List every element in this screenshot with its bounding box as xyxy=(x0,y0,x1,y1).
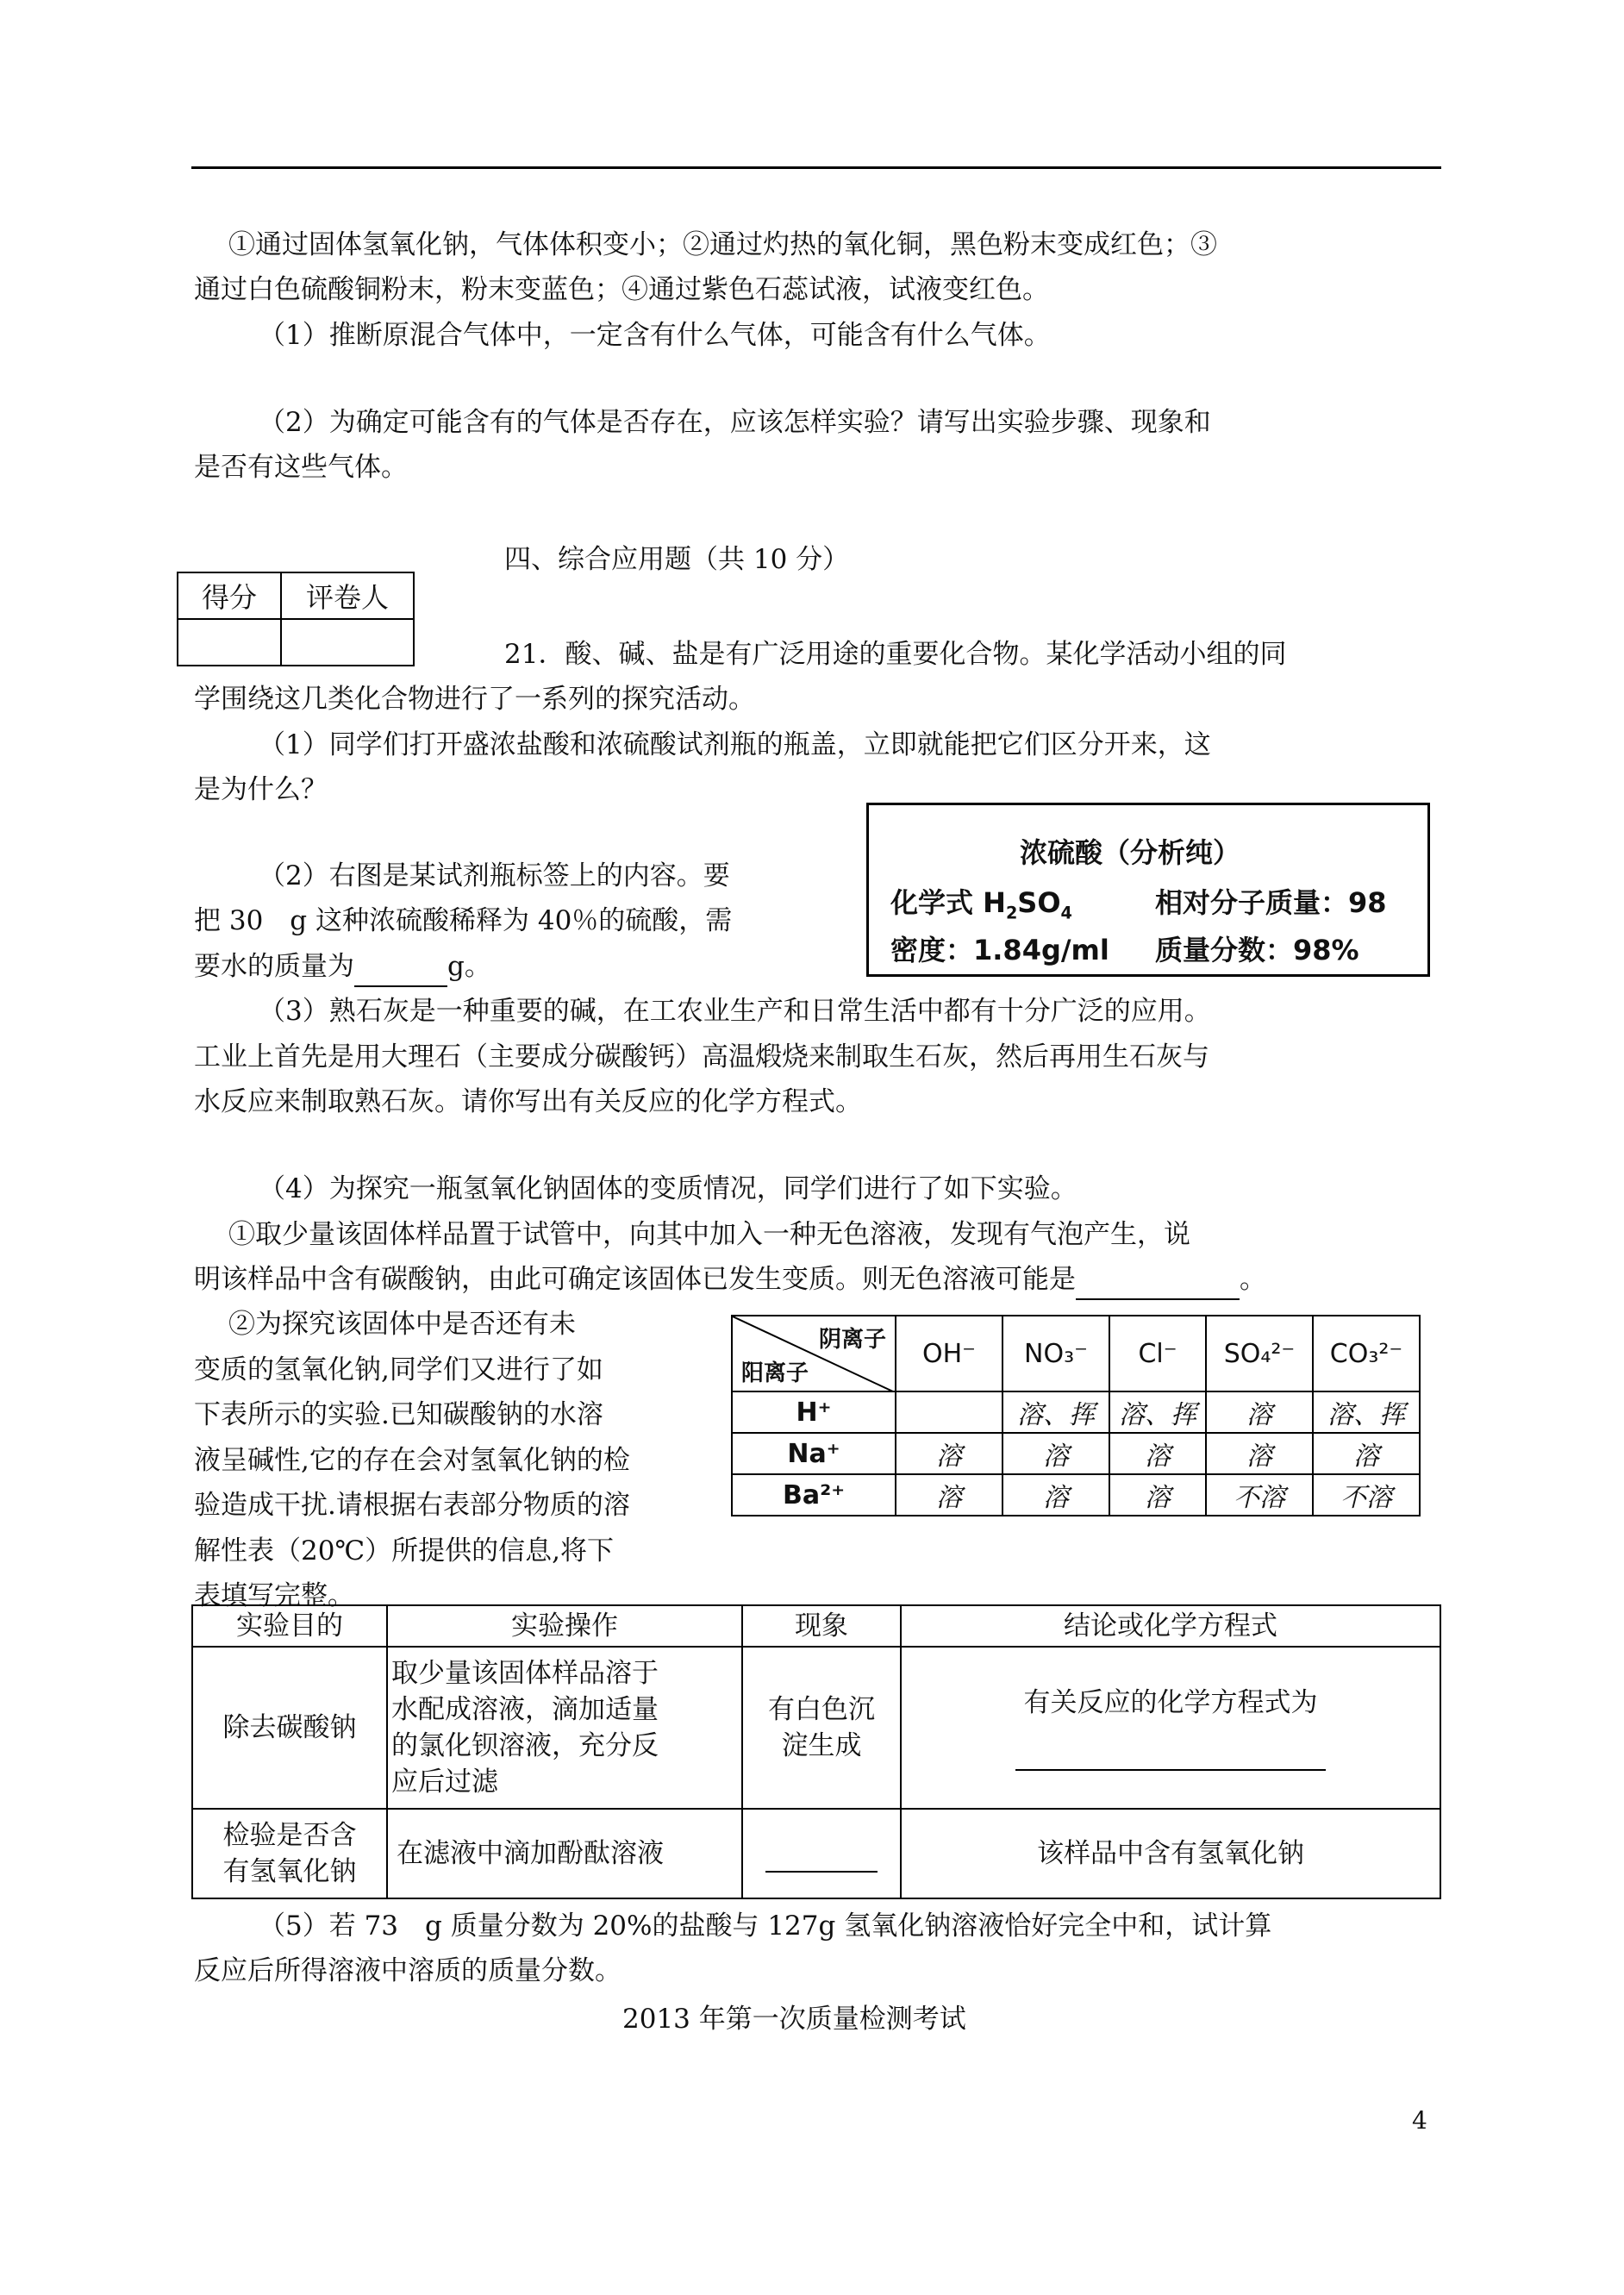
page-number: 4 xyxy=(1412,2106,1427,2135)
text-line: （4）为探究一瓶氢氧化钠固体的变质情况，同学们进行了如下实验。 xyxy=(259,1173,1077,1204)
text-line: 把 30 g 这种浓硫酸稀释为 40％的硫酸，需 xyxy=(194,905,733,936)
text-line: （1）推断原混合气体中，一定含有什么气体，可能含有什么气体。 xyxy=(259,320,1051,351)
anion-cl: Cl⁻ xyxy=(1109,1316,1206,1391)
text-line: 是为什么？ xyxy=(194,774,328,805)
text-line: 变质的氢氧化钠,同学们又进行了如 xyxy=(194,1354,603,1385)
text-line: 反应后所得溶液中溶质的质量分数。 xyxy=(194,1955,621,1986)
col-header: 现象 xyxy=(742,1605,901,1647)
text-line: 学围绕这几类化合物进行了一系列的探究活动。 xyxy=(194,684,755,715)
score-header: 得分 xyxy=(178,572,281,619)
anion-no3: NO₃⁻ xyxy=(1003,1316,1109,1391)
anion-so4: SO₄²⁻ xyxy=(1206,1316,1313,1391)
sol-cell: 溶 xyxy=(1109,1433,1206,1474)
solubility-table xyxy=(731,1315,1421,1516)
sol-cell: 不溶 xyxy=(1206,1474,1313,1516)
score-cell[interactable] xyxy=(178,619,281,666)
corner-cell xyxy=(732,1316,896,1391)
text-line: ②为探究该固体中是否还有未 xyxy=(228,1309,576,1340)
operation-cell: 取少量该固体样品溶于 水配成溶液，滴加适量 的氯化钡溶液，充分反 应后过滤 xyxy=(387,1647,742,1809)
anion-co3: CO₃²⁻ xyxy=(1313,1316,1420,1391)
sol-cell xyxy=(896,1391,1003,1433)
phenomenon-blank[interactable] xyxy=(765,1835,878,1873)
sol-cell: 溶 xyxy=(1206,1433,1313,1474)
text-line: （5）若 73 g 质量分数为 20%的盐酸与 127g 氢氧化钠溶液恰好完全中和，试计算 xyxy=(259,1910,1272,1942)
text-line: （3）熟石灰是一种重要的碱，在工农业生产和日常生活中都有十分广泛的应用。 xyxy=(259,996,1211,1027)
text-line: 液呈碱性,它的存在会对氢氧化钠的检 xyxy=(194,1445,630,1476)
col-header: 实验目的 xyxy=(192,1605,387,1647)
sol-cell: 溶、挥 xyxy=(1109,1391,1206,1433)
reagent-label xyxy=(866,803,1430,977)
label-formula: 化学式 $H_2SO_4$ xyxy=(890,886,1072,923)
text-line: 工业上首先是用大理石（主要成分碳酸钙）高温煅烧来制取生石灰，然后再用生石灰与 xyxy=(194,1041,1209,1072)
text-line: 水反应来制取熟石灰。请你写出有关反应的化学方程式。 xyxy=(194,1086,862,1117)
sol-cell: 溶 xyxy=(1206,1391,1313,1433)
text-line: 是否有这些气体。 xyxy=(194,452,408,483)
anion-header: 阴离子 xyxy=(818,1327,886,1353)
purpose-cell: 检验是否含 有氢氧化钠 xyxy=(192,1809,387,1898)
col-header: 实验操作 xyxy=(387,1605,742,1647)
text-line: 通过白色硫酸铜粉末，粉末变蓝色；④通过紫色石蕊试液，试液变红色。 xyxy=(194,274,1049,305)
sol-cell: 溶 xyxy=(896,1433,1003,1474)
sol-cell: 溶 xyxy=(1003,1474,1109,1516)
text-line: ①取少量该固体样品置于试管中，向其中加入一种无色溶液，发现有气泡产生，说 xyxy=(228,1219,1190,1250)
text-line: （2）为确定可能含有的气体是否存在，应该怎样实验？请写出实验步骤、现象和 xyxy=(259,407,1211,438)
conclusion-cell: 该样品中含有氢氧化钠 xyxy=(901,1809,1440,1898)
grader-header: 评卷人 xyxy=(281,572,414,619)
text-line: （1）同学们打开盛浓盐酸和浓硫酸试剂瓶的瓶盖，立即就能把它们区分开来，这 xyxy=(259,729,1211,760)
cation-h: H⁺ xyxy=(732,1391,896,1433)
sol-cell: 不溶 xyxy=(1313,1474,1420,1516)
text-line: 解性表（20℃）所提供的信息,将下 xyxy=(194,1535,614,1566)
cation-na: Na⁺ xyxy=(732,1433,896,1474)
section-title: 四、综合应用题（共 10 分） xyxy=(504,544,850,575)
sol-cell: 溶 xyxy=(1313,1433,1420,1474)
experiment-table xyxy=(191,1604,1441,1899)
equation-blank[interactable] xyxy=(1015,1733,1326,1771)
score-table xyxy=(177,572,415,666)
sol-cell: 溶 xyxy=(896,1474,1003,1516)
phenomenon-cell: 有白色沉 淀生成 xyxy=(742,1647,901,1809)
label-title: 浓硫酸（分析纯） xyxy=(1020,836,1241,869)
purpose-cell: 除去碳酸钠 xyxy=(192,1647,387,1809)
text-line: 要水的质量为 g。 xyxy=(194,947,491,987)
sol-cell: 溶 xyxy=(1003,1433,1109,1474)
header-rule xyxy=(191,166,1441,169)
label-mass-fraction: 质量分数：98% xyxy=(1155,934,1359,966)
sol-cell: 溶、挥 xyxy=(1313,1391,1420,1433)
grader-cell[interactable] xyxy=(281,619,414,666)
text-line: 下表所示的实验.已知碳酸钠的水溶 xyxy=(194,1399,603,1430)
label-molar-mass: 相对分子质量：98 xyxy=(1155,886,1387,919)
sol-cell: 溶 xyxy=(1109,1474,1206,1516)
text-line: 表填写完整。 xyxy=(194,1580,354,1611)
conclusion-cell: 有关反应的化学方程式为 xyxy=(901,1647,1440,1809)
footer-title: 2013 年第一次质量检测考试 xyxy=(622,2004,966,2035)
answer-blank[interactable] xyxy=(1076,1260,1240,1300)
cation-ba: Ba²⁺ xyxy=(732,1474,896,1516)
answer-blank[interactable] xyxy=(354,947,447,987)
col-header: 结论或化学方程式 xyxy=(901,1605,1440,1647)
phenomenon-cell xyxy=(742,1809,901,1898)
text-line: （2）右图是某试剂瓶标签上的内容。要 xyxy=(259,860,730,891)
cation-header: 阳离子 xyxy=(741,1360,809,1386)
text-line: ①通过固体氢氧化钠，气体体积变小；②通过灼热的氧化铜，黑色粉末变成红色；③ xyxy=(228,229,1217,260)
label-density: 密度：1.84g/ml xyxy=(890,934,1109,966)
operation-cell: 在滤液中滴加酚酞溶液 xyxy=(387,1809,742,1898)
question-21: 21．酸、碱、盐是有广泛用途的重要化合物。某化学活动小组的同 xyxy=(504,639,1287,670)
text-line: 明该样品中含有碳酸钠，由此可确定该固体已发生变质。则无色溶液可能是 。 xyxy=(194,1260,1266,1300)
sol-cell: 溶、挥 xyxy=(1003,1391,1109,1433)
text-line: 验造成干扰.请根据右表部分物质的溶 xyxy=(194,1490,630,1521)
anion-oh: OH⁻ xyxy=(896,1316,1003,1391)
